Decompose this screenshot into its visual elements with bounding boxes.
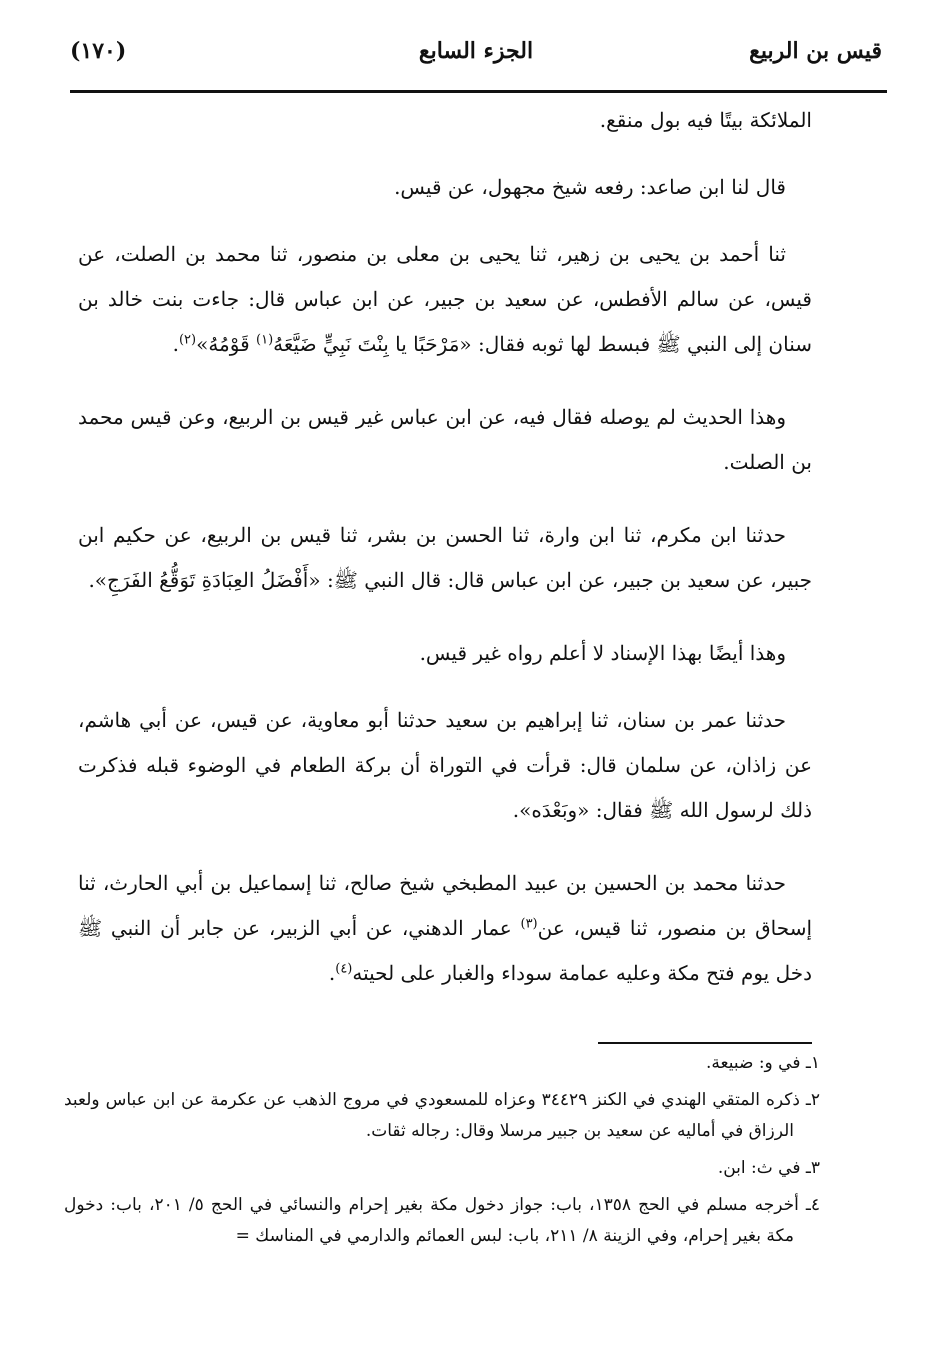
paragraph-3-text: ثنا أحمد بن يحيى بن زهير، ثنا يحيى بن معلى بن منصور، ثنا محمد بن الصلت، عن قيس، عن سالم الأفطس، عن سعيد بن جبير، عن ابن عباس قال: جاءت بنت خالد بن سنان إلى النبي ﷺ فبسط لها ثوبه فقال: «مَرْحَبًا يا بِنْتَ نَبِيٍّ ضَيَّعَهُ	[78, 242, 812, 356]
header-volume: الجزء السابع	[418, 38, 534, 64]
page-number: (١٧٠)	[70, 38, 127, 64]
footnote-ref-4: (٤)	[335, 961, 353, 977]
header-divider	[70, 90, 887, 93]
paragraph-5-text: حدثنا ابن مكرم، ثنا ابن وارة، ثنا الحسن بن بشر، ثنا قيس بن الربيع، عن حكيم ابن جبير، عن سعيد بن جبير، عن ابن عباس قال: قال النبي ﷺ: «أَفْضَلُ العِبَادَةِ تَوَقُّعُ الفَرَجِ».	[78, 523, 812, 592]
main-text	[78, 98, 812, 996]
header-book-title: قيس بن الربيع	[749, 38, 882, 64]
footnotes	[64, 1048, 820, 1252]
paragraph-1-text: الملائكة بيتًا فيه بول منقع.	[599, 108, 812, 132]
footnote-2: ٢ـ ذكره المتقي الهندي في الكنز ٣٤٤٢٩ وعزاه للمسعودي في مروج الذهب عن عكرمة عن ابن عباس ولعبد الرزاق في أماليه عن سعيد بن جبير مرسلا وقال: رجاله ثقات.	[64, 1090, 820, 1141]
footnote-3: ٣ـ في ث: ابن.	[717, 1158, 820, 1178]
footnote-1: ١ـ في و: ضبيعة.	[706, 1053, 820, 1073]
paragraph-1	[78, 98, 812, 143]
paragraph-4	[78, 395, 812, 485]
paragraph-7	[78, 698, 812, 833]
paragraph-7-text: حدثنا عمر بن سنان، ثنا إبراهيم بن سعيد حدثنا أبو معاوية، عن قيس، عن أبي هاشم، عن زاذان، عن سلمان قال: قرأت في التوراة أن بركة الطعام في الوضوء قبله فذكرت ذلك لرسول الله ﷺ فقال: «وبَعْدَه».	[78, 708, 812, 822]
paragraph-8-text: حدثنا محمد بن الحسين بن عبيد المطبخي شيخ صالح، ثنا إسماعيل بن أبي الحارث، ثنا إسحاق بن منصور، ثنا قيس، عن	[78, 871, 813, 940]
footnote-ref-3: (٣)	[520, 916, 538, 932]
paragraph-4-text: وهذا الحديث لم يوصله فقال فيه، عن ابن عباس غير قيس بن الربيع، وعن قيس محمد بن الصلت.	[78, 405, 812, 474]
paragraph-6	[78, 631, 812, 676]
footnote-4: ٤ـ أخرجه مسلم في الحج ١٣٥٨، باب: جواز دخول مكة بغير إحرام والنسائي في الحج ٥/ ٢٠١، باب: دخول مكة بغير إحرام، وفي الزينة ٨/ ٢١١، باب: لبس العمائم والدارمي في المناسك =	[64, 1195, 821, 1246]
paragraph-2-text: قال لنا ابن صاعد: رفعه شيخ مجهول، عن قيس.	[394, 175, 786, 199]
footnote-ref-1: (١)	[256, 332, 274, 348]
paragraph-2	[78, 165, 812, 210]
footnote-ref-2: (٢)	[178, 332, 197, 348]
page-header	[70, 32, 882, 82]
paragraph-3-tail: قَوْمُهُ»	[196, 332, 250, 356]
paragraph-8-tail: عمار الدهني، عن أبي الزبير، عن جابر أن النبي ﷺ دخل يوم فتح مكة وعليه عمامة سوداء والغبار على لحيته	[78, 916, 812, 985]
footnote-divider	[598, 1042, 812, 1044]
paragraph-3: ثنا أحمد بن يحيى بن زهير، ثنا يحيى بن معلى بن منصور، ثنا محمد بن الصلت، عن قيس، عن سالم الأفطس، عن سعيد بن جبير، عن ابن عباس قال: جاءت بنت خالد بن سنان إلى النبي ﷺ فبسط لها ثوبه فقال: «مَرْحَبًا يا بِنْتَ نَبِيٍّ ضَيَّعَهُ$^{(١)}$ قَوْمُهُ»$^{(٢)}$.	[78, 242, 812, 356]
paragraph-6-text: وهذا أيضًا بهذا الإسناد لا أعلم رواه غير قيس.	[419, 641, 786, 665]
paragraph-5	[78, 513, 812, 603]
paragraph-8: حدثنا محمد بن الحسين بن عبيد المطبخي شيخ صالح، ثنا إسماعيل بن أبي الحارث، ثنا إسحاق بن منصور، ثنا قيس، عن$^{(٣)}$ عمار الدهني، عن أبي الزبير، عن جابر أن النبي ﷺ دخل يوم فتح مكة وعليه عمامة سوداء والغبار على لحيته$^{(٤)}$.	[78, 871, 813, 985]
